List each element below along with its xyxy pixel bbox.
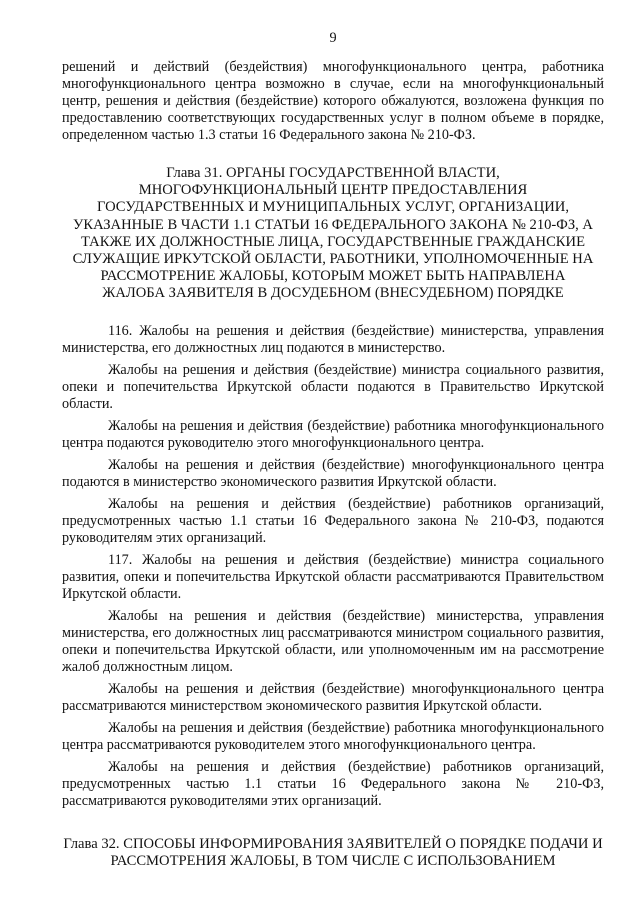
paragraph: Жалобы на решения и действия (бездействие) многофункционального центра рассматриваются министерством экономического развития Иркутской области. — [62, 680, 604, 714]
paragraph: Жалобы на решения и действия (бездействие) министра социального развития, опеки и попечительства Иркутской области подаются в Правительство Иркутской области. — [62, 361, 604, 412]
page-number: 9 — [329, 30, 337, 46]
chapter-31-heading: Глава 31. ОРГАНЫ ГОСУДАРСТВЕННОЙ ВЛАСТИ, МНОГОФУНКЦИОНАЛЬНЫЙ ЦЕНТР ПРЕДОСТАВЛЕНИЯ ГОСУДАРСТВЕННЫХ И МУНИЦИПАЛЬНЫХ УСЛУГ, ОРГАНИЗАЦИИ, УКАЗАННЫЕ В ЧАСТИ 1.1 СТАТЬИ 16 ФЕДЕРАЛЬНОГО ЗАКОНА № 210-ФЗ, А ТАКЖЕ ИХ ДОЛЖНОСТНЫЕ ЛИЦА, ГОСУДАРСТВЕННЫЕ ГРАЖДАНСКИЕ СЛУЖАЩИЕ ИРКУТСКОЙ ОБЛАСТИ, РАБОТНИКИ, УПОЛНОМОЧЕННЫЕ НА РАССМОТРЕНИЕ ЖАЛОБЫ, КОТОРЫМ МОЖЕТ БЫТЬ НАПРАВЛЕНА ЖАЛОБА ЗАЯВИТЕЛЯ В ДОСУДЕБНОМ (ВНЕСУДЕБНОМ) ПОРЯДКЕ — [72, 165, 594, 302]
paragraph: Жалобы на решения и действия (бездействие) многофункционального центра подаются в министерство экономического развития Иркутской области. — [62, 456, 604, 490]
paragraph: Жалобы на решения и действия (бездействие) министерства, управления министерства, его должностных лиц рассматриваются министром социального развития, опеки и попечительства Иркутской области, или уполномоченным им на рассмотрение жалоб должностным лицом. — [62, 607, 604, 675]
paragraph: Жалобы на решения и действия (бездействие) работников организаций, предусмотренных частью 1.1 статьи 16 Федерального закона № 210-ФЗ, рассматриваются руководителями этих организаций. — [62, 758, 604, 809]
paragraph: Жалобы на решения и действия (бездействие) работника многофункционального центра рассматриваются руководителем этого многофункционального центра. — [62, 719, 604, 753]
paragraph-117: 117. Жалобы на решения и действия (бездействие) министра социального развития, опеки и попечительства Иркутской области рассматриваются Правительством Иркутской области. — [62, 551, 604, 602]
paragraph: Жалобы на решения и действия (бездействие) работника многофункционального центра подаются руководителю этого многофункционального центра. — [62, 417, 604, 451]
chapter-32-heading: Глава 32. СПОСОБЫ ИНФОРМИРОВАНИЯ ЗАЯВИТЕЛЕЙ О ПОРЯДКЕ ПОДАЧИ И РАССМОТРЕНИЯ ЖАЛОБЫ, В ТОМ ЧИСЛЕ С ИСПОЛЬЗОВАНИЕМ — [63, 835, 603, 869]
paragraph: Жалобы на решения и действия (бездействие) работников организаций, предусмотренных частью 1.1 статьи 16 Федерального закона № 210-ФЗ, подаются руководителям этих организаций. — [62, 495, 604, 546]
paragraph-116: 116. Жалобы на решения и действия (бездействие) министерства, управления министерства, его должностных лиц подаются в министерство. — [62, 322, 604, 356]
intro-paragraph: решений и действий (бездействия) многофункционального центра, работника многофункционального центра возможно в случае, если на многофункциональный центр, решения и действия (бездействие) которого обжалуются, возложена функция по предоставлению соответствующих государственных услуг в полном объеме в порядке, определенном частью 1.3 статьи 16 Федерального закона № 210-ФЗ. — [62, 59, 604, 143]
